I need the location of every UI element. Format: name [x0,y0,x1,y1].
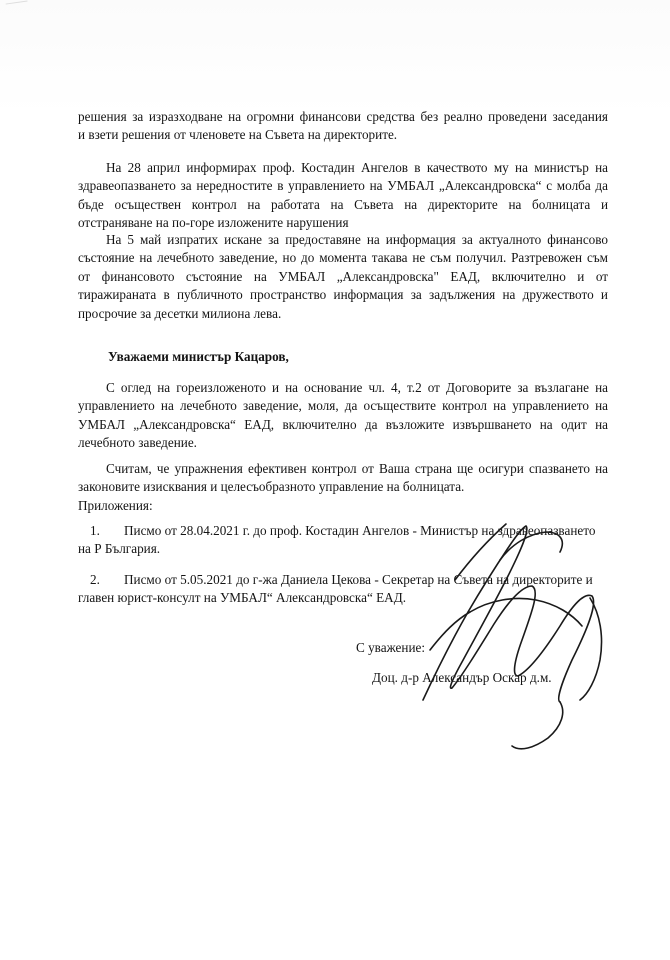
attachment-number: 2. [90,572,100,587]
text-line: Считам, че упражнения ефективен контрол от Ваша страна ще осигури спазването на [106,461,608,476]
text-line: управлението на лечебното заведение, моля, да осъществите контрол на управлението на [78,398,608,414]
paragraph-continuation [78,108,608,145]
attachment-continuation: на Р България. [78,541,161,557]
text-line: лечебното заведение. [78,435,197,451]
signature-stroke [512,702,563,749]
text-line: състояние на лечебното заведение, но до момента такава не съм получил. Разтревожен съм [78,250,608,266]
text-line: отстраняване на по-горе изложените нарушения [78,215,349,231]
text-line: здравеопазването за нередностите в управлението на УМБАЛ „Александровска“ с молба да [78,178,608,194]
text-line: тиражираната в публичното пространство информация за задължения на дружеството и [78,287,608,303]
text-line: УМБАЛ „Александровска“ ЕАД, включително да възложите извършването на одит на [78,416,608,432]
text-line: С оглед на гореизложеното и на основание чл. 4, т.2 от Договорите за възлагане на [106,380,608,395]
text-line: просрочие за десетки милиона лева. [78,305,282,321]
signature-stroke [430,612,470,650]
paragraph-april-notice [78,159,608,233]
text-line: На 5 май изпратих искане за предоставяне на информация за актуалното финансово [106,232,608,247]
signer-name: Доц. д-р Александър Оскар д.м. [372,670,552,685]
paragraph-request [78,379,608,453]
closing-regards: С уважение: [356,640,426,655]
text-line: и взети решения от членовете на Съвета на директорите. [78,127,398,143]
text-line: бъде осъществен контрол на работата на Съвета на директорите на болницата и [78,196,608,212]
attachment-text: Писмо от 28.04.2021 г. до проф. Костадин Ангелов - Министър на здравеопазването [124,523,596,538]
salutation: Уважаеми министър Кацаров, [108,349,289,364]
attachments-heading: Приложения: [78,498,153,513]
attachment-item [78,522,608,559]
attachment-text: Писмо от 5.05.2021 до г-жа Даниела Цекова - Секретар на Съвета на директорите и [124,572,593,587]
attachment-continuation: главен юрист-консулт на УМБАЛ“ Александровска“ ЕАД. [78,590,406,606]
scan-artifact [6,1,29,11]
attachment-line [78,571,608,589]
attachment-line [78,522,608,540]
signature-stroke [580,598,602,700]
text-line: от финансовото състояние на УМБАЛ „Александровска" ЕАД, включително и от [78,268,608,284]
text-line: На 28 април информирах проф. Костадин Ангелов в качеството му на министър на [106,160,608,175]
paragraph-may-request [78,231,608,323]
text-line: законовите изисквания и целесъобразното управление на болницата. [78,479,465,495]
attachment-item [78,571,608,608]
text-line: решения за изразходване на огромни финансови средства без реално проведени заседания [78,109,608,124]
paragraph-conclusion [78,460,608,497]
attachment-number: 1. [90,523,100,538]
